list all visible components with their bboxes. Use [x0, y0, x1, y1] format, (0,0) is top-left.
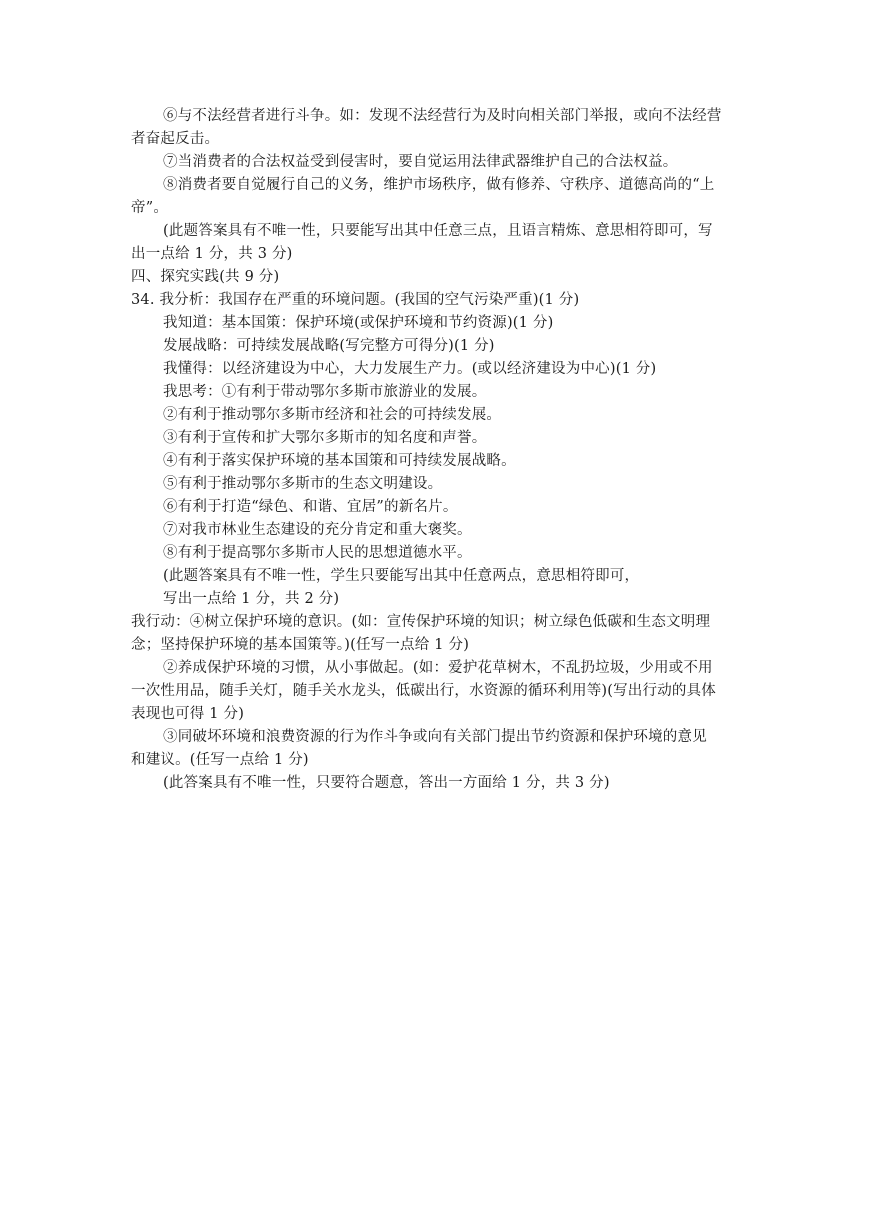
answer-line: ⑦对我市林业生态建设的充分肯定和重大褒奖。: [163, 522, 472, 538]
answer-line: ⑦当消费者的合法权益受到侵害时，要自觉运用法律武器维护自己的合法权益。: [163, 154, 678, 170]
answer-line: ②有利于推动鄂尔多斯市经济和社会的可持续发展。: [163, 407, 502, 423]
answer-line: 发展战略：可持续发展战略(写完整方可得分)(1 分): [163, 338, 495, 354]
answer-line: ⑧有利于提高鄂尔多斯市人民的思想道德水平。: [163, 545, 472, 561]
answer-line: ③有利于宣传和扩大鄂尔多斯市的知名度和声誉。: [163, 430, 487, 446]
answer-line: 我知道：基本国策：保护环境(或保护环境和节约资源)(1 分): [163, 315, 554, 331]
answer-line: ⑥有利于打造“绿色、和谐、宜居”的新名片。: [163, 499, 458, 515]
answer-note: 写出一点给 1 分，共 2 分): [163, 591, 340, 607]
question-34-line: 34. 我分析：我国存在严重的环境问题。(我国的空气污染严重)(1 分): [131, 292, 580, 308]
answer-line: 帝”。: [131, 200, 169, 216]
answer-line: 我行动：④树立保护环境的意识。(如：宣传保护环境的知识；树立绿色低碳和生态文明理: [131, 614, 711, 630]
answer-line: 我思考：①有利于带动鄂尔多斯市旅游业的发展。: [163, 384, 487, 400]
answer-line: ③同破坏环境和浪费资源的行为作斗争或向有关部门提出节约资源和保护环境的意见: [163, 729, 707, 745]
answer-line: 者奋起反击。: [131, 131, 220, 147]
section-heading: 四、探究实践(共 9 分): [131, 269, 280, 285]
answer-note: (此答案具有不唯一性，只要符合题意，答出一方面给 1 分，共 3 分): [163, 775, 610, 791]
answer-line: 念；坚持保护环境的基本国策等。)(任写一点给 1 分): [131, 637, 470, 653]
answer-line: ④有利于落实保护环境的基本国策和可持续发展战略。: [163, 453, 516, 469]
answer-line: 我懂得：以经济建设为中心，大力发展生产力。(或以经济建设为中心)(1 分): [163, 361, 657, 377]
answer-line: ⑤有利于推动鄂尔多斯市的生态文明建设。: [163, 476, 443, 492]
answer-note: (此题答案具有不唯一性，只要能写出其中任意三点，且语言精炼、意思相符即可，写: [163, 223, 713, 239]
answer-line: ⑧消费者要自觉履行自己的义务，维护市场秩序，做有修养、守秩序、道德高尚的“上: [163, 177, 715, 193]
answer-note: 出一点给 1 分，共 3 分): [131, 246, 293, 262]
answer-line: ②养成保护环境的习惯，从小事做起。(如：爱护花草树木，不乱扔垃圾，少用或不用: [163, 660, 713, 676]
answer-line: 和建议。(任写一点给 1 分): [131, 752, 309, 768]
answer-line: 表现也可得 1 分): [131, 706, 245, 722]
answer-line: ⑥与不法经营者进行斗争。如：发现不法经营行为及时向相关部门举报，或向不法经营: [163, 108, 722, 124]
answer-note: (此题答案具有不唯一性，学生只要能写出其中任意两点，意思相符即可，: [163, 568, 640, 584]
answer-line: 一次性用品，随手关灯，随手关水龙头，低碳出行，水资源的循环利用等)(写出行动的具体: [131, 683, 717, 699]
